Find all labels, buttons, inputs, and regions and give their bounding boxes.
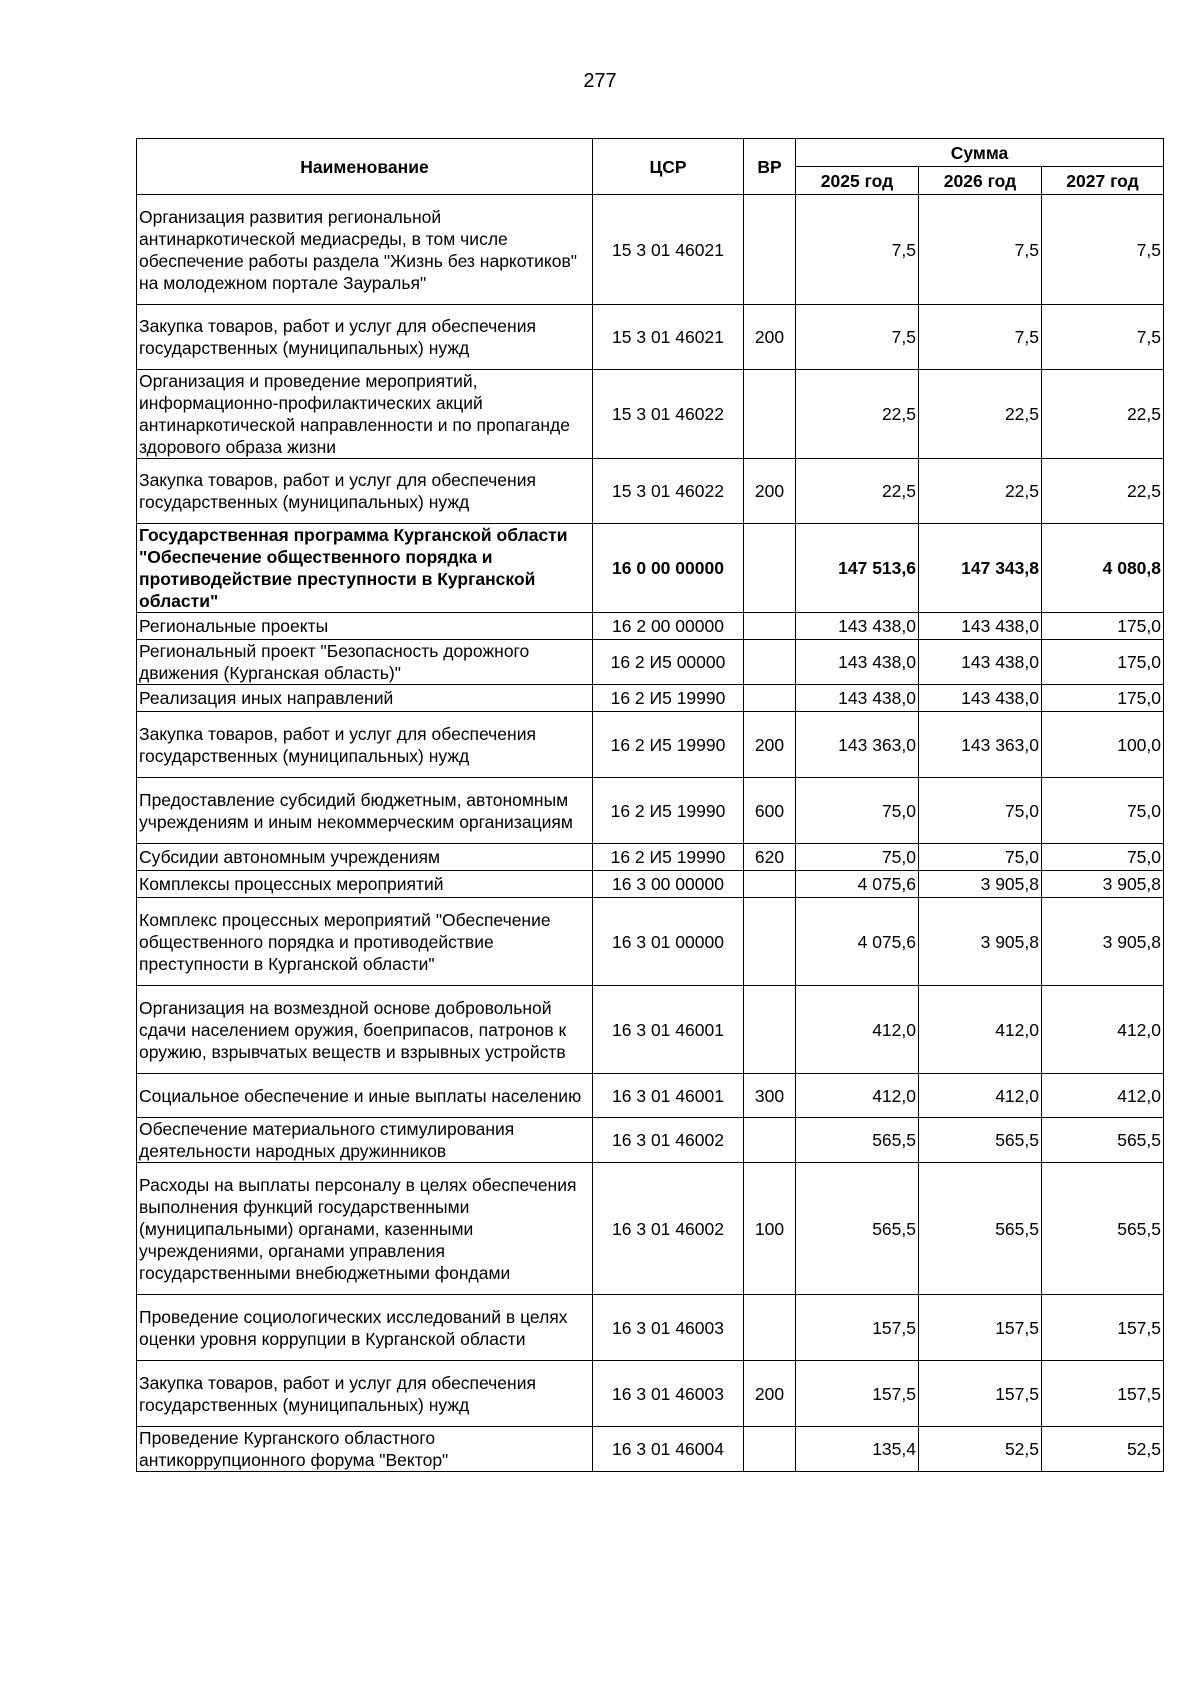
row-vr (744, 1118, 796, 1163)
row-value-2025: 4 075,6 (796, 898, 919, 986)
row-vr (744, 1295, 796, 1361)
row-value-2026: 143 363,0 (919, 712, 1042, 778)
row-vr: 620 (744, 844, 796, 871)
table-row (137, 685, 1164, 712)
row-value-2025: 143 363,0 (796, 712, 919, 778)
row-csr: 16 3 01 46002 (593, 1118, 744, 1163)
row-value-2025: 565,5 (796, 1163, 919, 1295)
row-name: Закупка товаров, работ и услуг для обеспечения государственных (муниципальных) нужд (137, 305, 593, 370)
row-csr: 16 2 И5 19990 (593, 844, 744, 871)
row-name: Закупка товаров, работ и услуг для обеспечения государственных (муниципальных) нужд (137, 1361, 593, 1427)
row-value-2027: 565,5 (1042, 1163, 1164, 1295)
row-value-2026: 565,5 (919, 1163, 1042, 1295)
row-value-2025: 75,0 (796, 778, 919, 844)
header-year-2026: 2026 год (919, 167, 1042, 195)
table-row (137, 1295, 1164, 1361)
table-row (137, 986, 1164, 1074)
row-value-2025: 412,0 (796, 1074, 919, 1118)
row-name: Социальное обеспечение и иные выплаты населению (137, 1074, 593, 1118)
row-value-2027: 175,0 (1042, 613, 1164, 640)
table-row (137, 613, 1164, 640)
row-csr: 16 3 00 00000 (593, 871, 744, 898)
row-name: Организация развития региональной антинаркотической медиасреды, в том числе обеспечение работы раздела "Жизнь без наркотиков" на молодежном портале Зауралья" (137, 195, 593, 305)
row-value-2025: 143 438,0 (796, 613, 919, 640)
row-value-2027: 412,0 (1042, 1074, 1164, 1118)
row-value-2025: 143 438,0 (796, 685, 919, 712)
row-vr (744, 640, 796, 685)
header-sum: Сумма (796, 139, 1164, 167)
row-name: Проведение Курганского областного антикоррупционного форума "Вектор" (137, 1427, 593, 1472)
row-value-2026: 143 438,0 (919, 685, 1042, 712)
row-value-2027: 157,5 (1042, 1361, 1164, 1427)
row-csr: 15 3 01 46021 (593, 305, 744, 370)
row-vr: 200 (744, 305, 796, 370)
row-value-2026: 412,0 (919, 1074, 1042, 1118)
row-csr: 16 2 И5 00000 (593, 640, 744, 685)
row-value-2026: 565,5 (919, 1118, 1042, 1163)
row-value-2025: 412,0 (796, 986, 919, 1074)
row-name: Комплекс процессных мероприятий "Обеспечение общественного порядка и противодействие преступности в Курганской области" (137, 898, 593, 986)
table-row (137, 1118, 1164, 1163)
row-value-2026: 7,5 (919, 305, 1042, 370)
row-value-2026: 52,5 (919, 1427, 1042, 1472)
row-name: Закупка товаров, работ и услуг для обеспечения государственных (муниципальных) нужд (137, 712, 593, 778)
table-row (137, 524, 1164, 613)
row-value-2026: 75,0 (919, 778, 1042, 844)
row-value-2027: 3 905,8 (1042, 871, 1164, 898)
row-csr: 16 3 01 46001 (593, 986, 744, 1074)
table-row (137, 1163, 1164, 1295)
header-csr: ЦСР (593, 139, 744, 195)
row-value-2026: 147 343,8 (919, 524, 1042, 613)
row-value-2027: 22,5 (1042, 459, 1164, 524)
table-body (137, 195, 1164, 1472)
table-row (137, 1427, 1164, 1472)
row-csr: 15 3 01 46022 (593, 459, 744, 524)
row-value-2026: 7,5 (919, 195, 1042, 305)
row-value-2025: 22,5 (796, 370, 919, 459)
row-value-2025: 22,5 (796, 459, 919, 524)
row-name: Региональные проекты (137, 613, 593, 640)
row-vr: 300 (744, 1074, 796, 1118)
row-csr: 16 3 01 46003 (593, 1295, 744, 1361)
row-vr: 200 (744, 1361, 796, 1427)
row-name: Закупка товаров, работ и услуг для обеспечения государственных (муниципальных) нужд (137, 459, 593, 524)
row-value-2026: 412,0 (919, 986, 1042, 1074)
page-number: 277 (583, 70, 617, 92)
header-vr: ВР (744, 139, 796, 195)
row-csr: 16 3 01 46003 (593, 1361, 744, 1427)
table-row (137, 844, 1164, 871)
row-csr: 16 3 01 00000 (593, 898, 744, 986)
header-year-2027: 2027 год (1042, 167, 1164, 195)
row-csr: 16 0 00 00000 (593, 524, 744, 613)
row-csr: 16 3 01 46001 (593, 1074, 744, 1118)
row-value-2025: 7,5 (796, 195, 919, 305)
row-vr: 200 (744, 459, 796, 524)
row-name: Расходы на выплаты персоналу в целях обеспечения выполнения функций государственными (муниципальными) органами, казенными учреждениями, органами управления государственными внебюджетными фондами (137, 1163, 593, 1295)
row-name: Региональный проект "Безопасность дорожного движения (Курганская область)" (137, 640, 593, 685)
row-csr: 16 2 И5 19990 (593, 712, 744, 778)
row-value-2026: 143 438,0 (919, 640, 1042, 685)
row-value-2026: 22,5 (919, 370, 1042, 459)
row-value-2025: 157,5 (796, 1295, 919, 1361)
row-value-2027: 75,0 (1042, 844, 1164, 871)
row-value-2026: 3 905,8 (919, 871, 1042, 898)
row-csr: 15 3 01 46022 (593, 370, 744, 459)
row-csr: 16 2 И5 19990 (593, 685, 744, 712)
row-value-2026: 157,5 (919, 1361, 1042, 1427)
row-value-2026: 75,0 (919, 844, 1042, 871)
row-vr (744, 871, 796, 898)
row-csr: 16 2 00 00000 (593, 613, 744, 640)
row-value-2027: 52,5 (1042, 1427, 1164, 1472)
row-name: Комплексы процессных мероприятий (137, 871, 593, 898)
row-vr (744, 898, 796, 986)
row-value-2027: 157,5 (1042, 1295, 1164, 1361)
table-row (137, 871, 1164, 898)
row-value-2025: 7,5 (796, 305, 919, 370)
row-value-2026: 143 438,0 (919, 613, 1042, 640)
row-vr: 600 (744, 778, 796, 844)
row-vr (744, 1427, 796, 1472)
table-row (137, 195, 1164, 305)
row-value-2025: 147 513,6 (796, 524, 919, 613)
row-value-2025: 75,0 (796, 844, 919, 871)
row-name: Организация и проведение мероприятий, информационно-профилактических акций антинаркотической направленности и по пропаганде здорового образа жизни (137, 370, 593, 459)
row-vr (744, 613, 796, 640)
table-row (137, 640, 1164, 685)
row-name: Предоставление субсидий бюджетным, автономным учреждениям и иным некоммерческим организациям (137, 778, 593, 844)
row-name: Организация на возмездной основе добровольной сдачи населением оружия, боеприпасов, патронов к оружию, взрывчатых веществ и взрывных устройств (137, 986, 593, 1074)
row-name: Государственная программа Курганской области "Обеспечение общественного порядка и противодействие преступности в Курганской области" (137, 524, 593, 613)
row-value-2025: 135,4 (796, 1427, 919, 1472)
row-name: Проведение социологических исследований в целях оценки уровня коррупции в Курганской области (137, 1295, 593, 1361)
table-row (137, 1361, 1164, 1427)
header-name: Наименование (137, 139, 593, 195)
row-value-2027: 175,0 (1042, 640, 1164, 685)
row-csr: 16 3 01 46002 (593, 1163, 744, 1295)
row-vr (744, 524, 796, 613)
table-row (137, 459, 1164, 524)
row-value-2027: 100,0 (1042, 712, 1164, 778)
row-value-2026: 157,5 (919, 1295, 1042, 1361)
row-vr (744, 370, 796, 459)
row-vr: 200 (744, 712, 796, 778)
row-vr (744, 195, 796, 305)
row-value-2025: 157,5 (796, 1361, 919, 1427)
row-name: Реализация иных направлений (137, 685, 593, 712)
header-year-2025: 2025 год (796, 167, 919, 195)
row-vr (744, 986, 796, 1074)
row-csr: 16 2 И5 19990 (593, 778, 744, 844)
row-value-2027: 565,5 (1042, 1118, 1164, 1163)
row-vr: 100 (744, 1163, 796, 1295)
row-csr: 15 3 01 46021 (593, 195, 744, 305)
row-name: Обеспечение материального стимулирования деятельности народных дружинников (137, 1118, 593, 1163)
row-value-2026: 22,5 (919, 459, 1042, 524)
table-row (137, 898, 1164, 986)
budget-table (136, 138, 1164, 1472)
row-value-2027: 412,0 (1042, 986, 1164, 1074)
row-value-2027: 22,5 (1042, 370, 1164, 459)
row-value-2026: 3 905,8 (919, 898, 1042, 986)
row-value-2025: 565,5 (796, 1118, 919, 1163)
row-name: Субсидии автономным учреждениям (137, 844, 593, 871)
table-row (137, 305, 1164, 370)
row-csr: 16 3 01 46004 (593, 1427, 744, 1472)
row-value-2027: 7,5 (1042, 305, 1164, 370)
row-value-2025: 143 438,0 (796, 640, 919, 685)
row-value-2027: 3 905,8 (1042, 898, 1164, 986)
row-value-2027: 75,0 (1042, 778, 1164, 844)
row-value-2027: 7,5 (1042, 195, 1164, 305)
table-row (137, 712, 1164, 778)
row-vr (744, 685, 796, 712)
row-value-2027: 4 080,8 (1042, 524, 1164, 613)
table-row (137, 778, 1164, 844)
row-value-2025: 4 075,6 (796, 871, 919, 898)
row-value-2027: 175,0 (1042, 685, 1164, 712)
table-row (137, 370, 1164, 459)
table-row (137, 1074, 1164, 1118)
